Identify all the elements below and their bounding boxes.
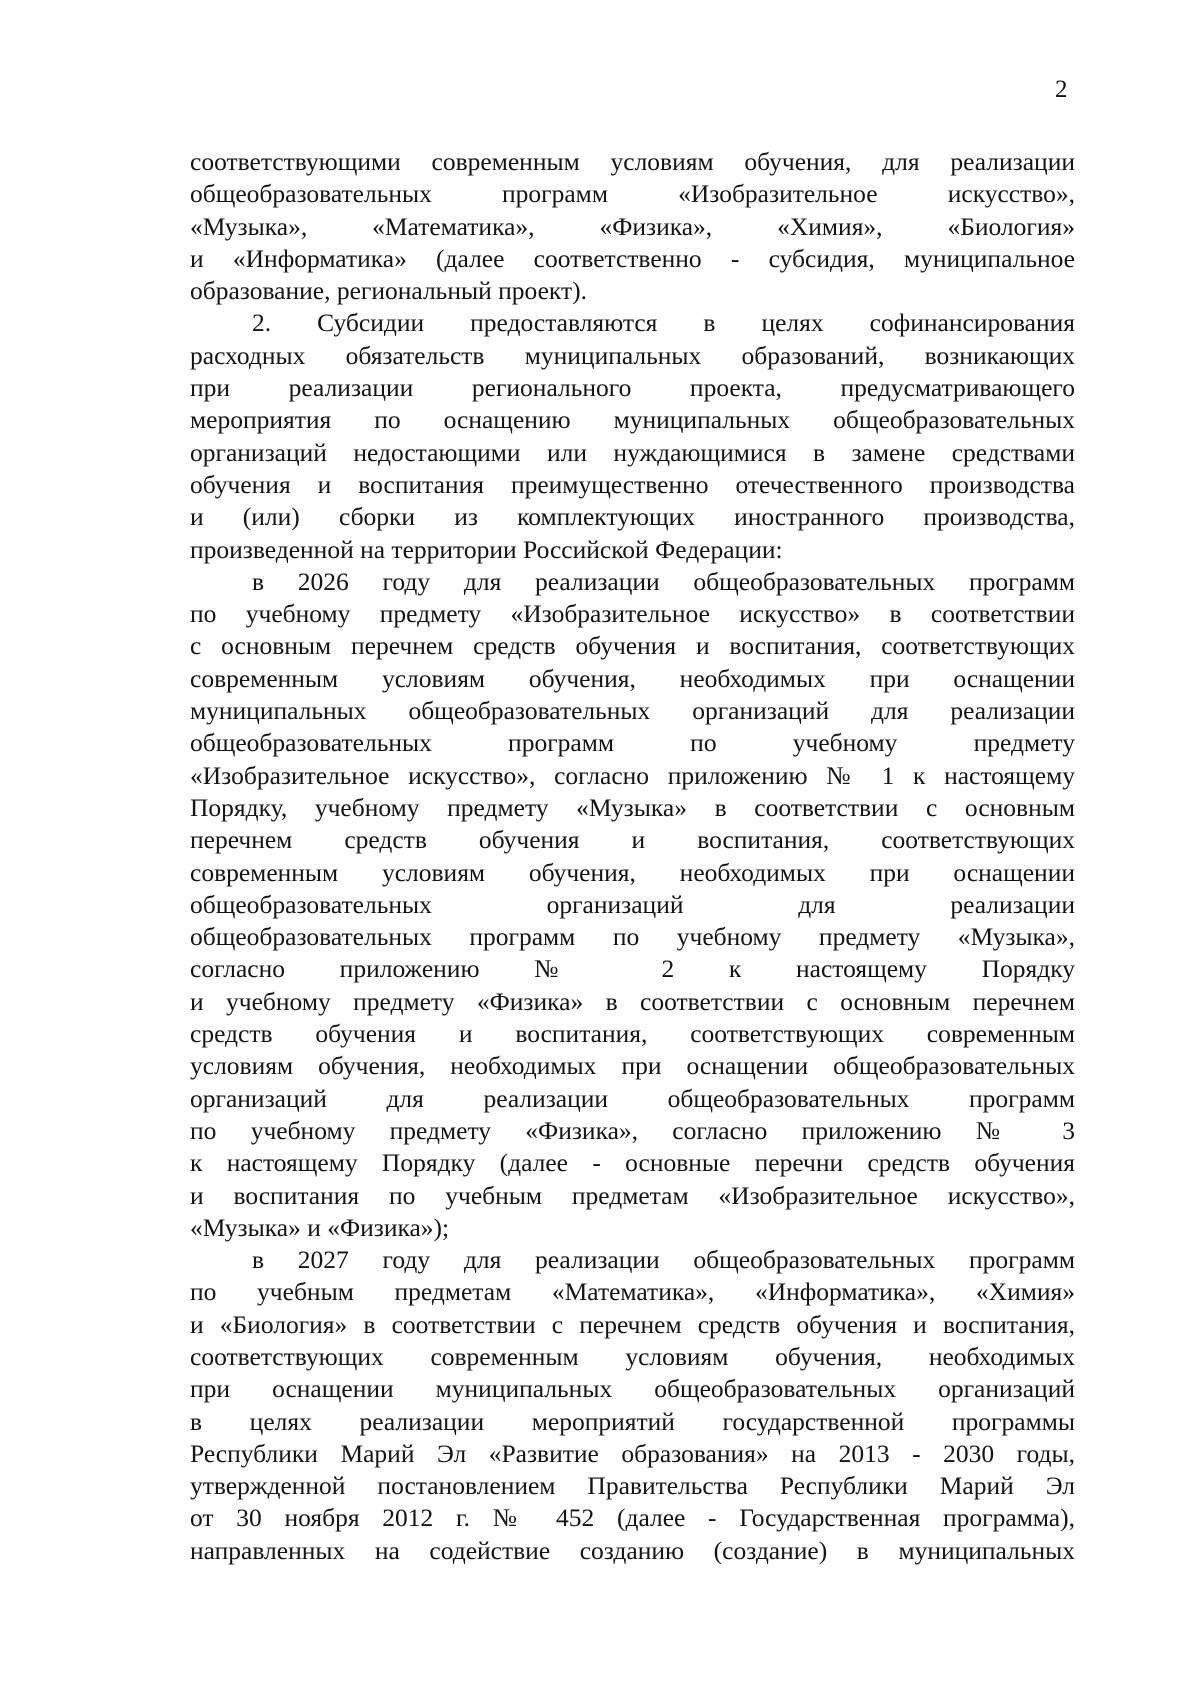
text-line: и воспитания по учебным предметам «Изобразительное искусство», (190, 1180, 1075, 1210)
text-line: согласно приложению № 2 к настоящему Порядку (190, 954, 1075, 984)
text-line: общеобразовательных организаций для реализации (190, 889, 1075, 919)
text-line: организаций недостающими или нуждающимися в замене средствами (190, 437, 1075, 467)
text-line: общеобразовательных программ по учебному предмету «Музыка», (190, 922, 1075, 952)
text-line: по учебному предмету «Изобразительное искусство» в соответствии (190, 599, 1075, 629)
text-line: утвержденной постановлением Правительства Республики Марий Эл (190, 1471, 1075, 1501)
text-line: общеобразовательных программ по учебному предмету (190, 728, 1075, 758)
text-line: от 30 ноября 2012 г. № 452 (далее - Государственная программа), (190, 1503, 1075, 1533)
text-line: произведенной на территории Российской Федерации: (190, 534, 783, 564)
text-line: «Музыка», «Математика», «Физика», «Химия», «Биология» (190, 211, 1075, 241)
text-line: и (или) сборки из комплектующих иностранного производства, (190, 502, 1075, 532)
text-line: средств обучения и воспитания, соответствующих современным (190, 1019, 1075, 1049)
text-line: современным условиям обучения, необходимых при оснащении (190, 857, 1075, 887)
text-line: соответствующими современным условиям обучения, для реализации (190, 147, 1075, 176)
text-line: по учебному предмету «Физика», согласно приложению № 3 (190, 1115, 1075, 1145)
text-line: по учебным предметам «Математика», «Информатика», «Химия» (190, 1277, 1075, 1307)
text-line: 2. Субсидии предоставляются в целях софинансирования (252, 308, 1075, 338)
text-line: муниципальных общеобразовательных организаций для реализации (190, 696, 1075, 726)
text-line: Республики Марий Эл «Развитие образования» на 2013 - 2030 годы, (190, 1438, 1075, 1468)
text-line: при реализации регионального проекта, предусматривающего (190, 373, 1075, 403)
text-line: общеобразовательных программ «Изобразительное искусство», (190, 179, 1075, 209)
text-line: направленных на содействие созданию (создание) в муниципальных (190, 1535, 1075, 1565)
text-line: мероприятия по оснащению муниципальных общеобразовательных (190, 405, 1075, 435)
text-line: образование, региональный проект). (190, 276, 587, 306)
text-line: в целях реализации мероприятий государственной программы (190, 1406, 1075, 1436)
text-line: перечнем средств обучения и воспитания, соответствующих (190, 825, 1075, 855)
text-line: и учебному предмету «Физика» в соответствии с основным перечнем (190, 986, 1075, 1016)
text-line: «Музыка» и «Физика»); (190, 1212, 450, 1242)
text-line: с основным перечнем средств обучения и воспитания, соответствующих (190, 631, 1075, 661)
text-line: и «Биология» в соответствии с перечнем средств обучения и воспитания, (190, 1309, 1075, 1339)
text-line: организаций для реализации общеобразовательных программ (190, 1083, 1075, 1113)
text-line: и «Информатика» (далее соответственно - субсидия, муниципальное (190, 243, 1075, 273)
text-line: «Изобразительное искусство», согласно приложению № 1 к настоящему (190, 760, 1075, 790)
text-line: условиям обучения, необходимых при оснащении общеобразовательных (190, 1051, 1075, 1081)
text-line: Порядку, учебному предмету «Музыка» в соответствии с основным (190, 792, 1075, 822)
body-text (190, 146, 1075, 1567)
text-line: обучения и воспитания преимущественно отечественного производства (190, 469, 1075, 499)
text-line: современным условиям обучения, необходимых при оснащении (190, 663, 1075, 693)
page-number: 2 (1055, 76, 1068, 103)
text-line: к настоящему Порядку (далее - основные перечни средств обучения (190, 1148, 1075, 1178)
text-line: в 2026 году для реализации общеобразовательных программ (252, 566, 1075, 596)
text-line: расходных обязательств муниципальных образований, возникающих (190, 340, 1075, 370)
text-line: соответствующих современным условиям обучения, необходимых (190, 1341, 1075, 1371)
text-line: при оснащении муниципальных общеобразовательных организаций (190, 1374, 1075, 1404)
text-line: в 2027 году для реализации общеобразовательных программ (252, 1245, 1075, 1275)
